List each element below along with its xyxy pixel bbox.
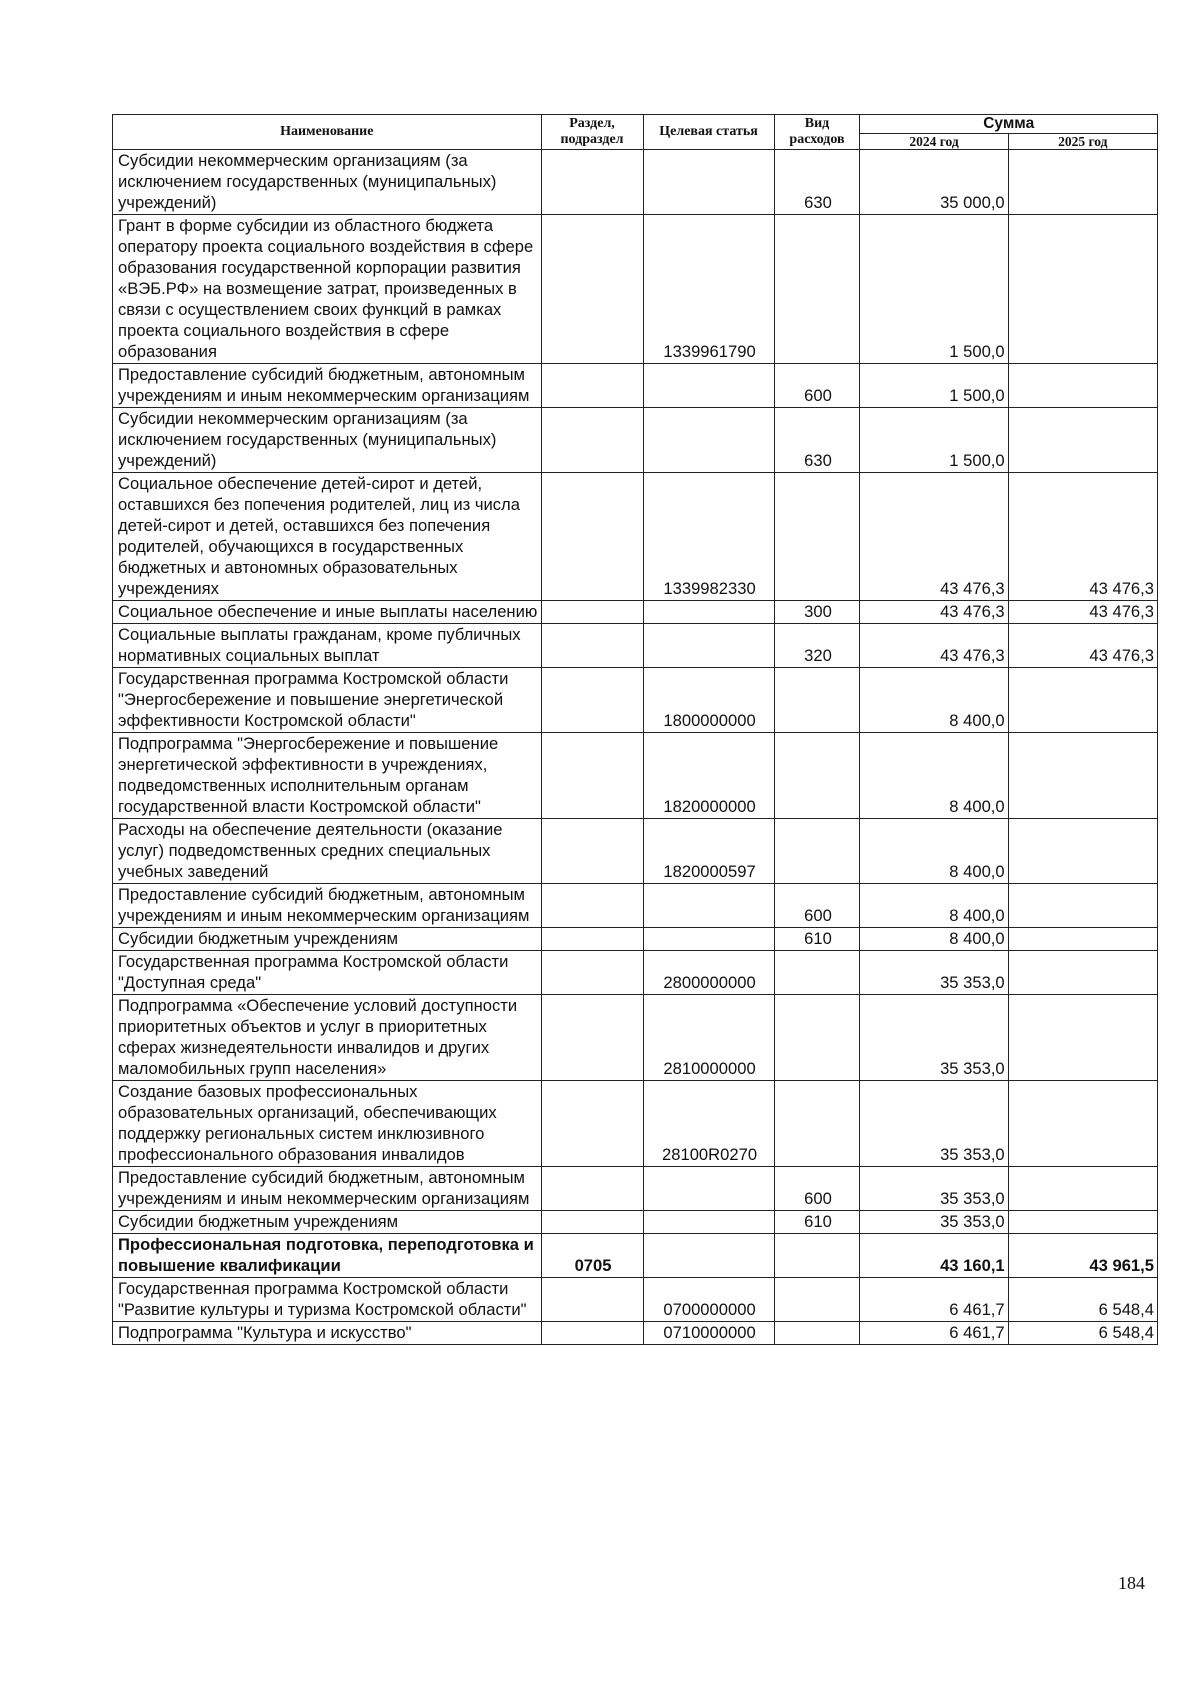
cell-section	[541, 1322, 643, 1345]
table-row	[113, 408, 1158, 473]
cell-target: 1800000000	[643, 668, 774, 733]
budget-table	[112, 114, 1158, 1345]
cell-target	[643, 1167, 774, 1211]
cell-section	[541, 884, 643, 928]
table-row	[113, 733, 1158, 819]
table-row	[113, 1278, 1158, 1322]
table-body	[113, 150, 1158, 1345]
cell-name: Создание базовых профессиональных образовательных организаций, обеспечивающих поддержку региональных систем инклюзивного профессионального образования инвалидов	[113, 1081, 542, 1167]
cell-name: Социальное обеспечение и иные выплаты населению	[113, 601, 542, 624]
cell-name: Государственная программа Костромской области "Энергосбережение и повышение энергетической эффективности Костромской области"	[113, 668, 542, 733]
cell-target	[643, 601, 774, 624]
cell-sum-2025	[1008, 951, 1157, 995]
cell-section	[541, 995, 643, 1081]
cell-section	[541, 1167, 643, 1211]
cell-name: Предоставление субсидий бюджетным, автономным учреждениям и иным некоммерческим организациям	[113, 1167, 542, 1211]
cell-section	[541, 928, 643, 951]
table-row	[113, 884, 1158, 928]
header-sum: Сумма	[860, 115, 1158, 134]
cell-target	[643, 364, 774, 408]
cell-sum-2024: 35 353,0	[860, 1211, 1008, 1234]
cell-name: Предоставление субсидий бюджетным, автономным учреждениям и иным некоммерческим организациям	[113, 364, 542, 408]
header-section: Раздел, подраздел	[541, 115, 643, 150]
cell-name: Субсидии некоммерческим организациям (за исключением государственных (муниципальных) учреждений)	[113, 150, 542, 215]
table-row	[113, 601, 1158, 624]
cell-sum-2024: 8 400,0	[860, 733, 1008, 819]
cell-sum-2025	[1008, 215, 1157, 364]
cell-sum-2025	[1008, 1081, 1157, 1167]
cell-target	[643, 1234, 774, 1278]
cell-sum-2024: 1 500,0	[860, 215, 1008, 364]
cell-kind: 600	[774, 1167, 860, 1211]
header-name: Наименование	[113, 115, 542, 150]
cell-target: 28100R0270	[643, 1081, 774, 1167]
table-header	[113, 115, 1158, 150]
cell-name: Субсидии некоммерческим организациям (за исключением государственных (муниципальных) учреждений)	[113, 408, 542, 473]
cell-kind: 600	[774, 884, 860, 928]
cell-kind	[774, 995, 860, 1081]
cell-target: 1820000000	[643, 733, 774, 819]
cell-sum-2025	[1008, 150, 1157, 215]
table-row	[113, 995, 1158, 1081]
cell-sum-2025: 6 548,4	[1008, 1278, 1157, 1322]
cell-target: 0710000000	[643, 1322, 774, 1345]
cell-target	[643, 1211, 774, 1234]
cell-kind	[774, 1234, 860, 1278]
table-row	[113, 215, 1158, 364]
header-year-2025: 2025 год	[1008, 133, 1157, 149]
cell-kind	[774, 1278, 860, 1322]
cell-sum-2025	[1008, 819, 1157, 884]
cell-sum-2024: 43 476,3	[860, 624, 1008, 668]
cell-sum-2025	[1008, 733, 1157, 819]
cell-name: Подпрограмма «Обеспечение условий доступности приоритетных объектов и услуг в приоритетных сферах жизнедеятельности инвалидов и других маломобильных групп населения»	[113, 995, 542, 1081]
cell-section	[541, 1211, 643, 1234]
table-row	[113, 624, 1158, 668]
cell-kind: 610	[774, 928, 860, 951]
cell-section	[541, 1081, 643, 1167]
cell-name: Государственная программа Костромской области "Развитие культуры и туризма Костромской области"	[113, 1278, 542, 1322]
cell-target: 2810000000	[643, 995, 774, 1081]
cell-sum-2024: 1 500,0	[860, 408, 1008, 473]
cell-sum-2024: 35 000,0	[860, 150, 1008, 215]
table-row	[113, 1234, 1158, 1278]
cell-sum-2025: 6 548,4	[1008, 1322, 1157, 1345]
cell-sum-2024: 6 461,7	[860, 1322, 1008, 1345]
cell-sum-2024: 35 353,0	[860, 995, 1008, 1081]
cell-section	[541, 408, 643, 473]
cell-section	[541, 733, 643, 819]
cell-sum-2024: 35 353,0	[860, 1081, 1008, 1167]
cell-sum-2024: 1 500,0	[860, 364, 1008, 408]
cell-kind	[774, 951, 860, 995]
cell-sum-2024: 8 400,0	[860, 884, 1008, 928]
cell-name: Расходы на обеспечение деятельности (оказание услуг) подведомственных средних специальных учебных заведений	[113, 819, 542, 884]
cell-name: Подпрограмма "Культура и искусство"	[113, 1322, 542, 1345]
cell-kind	[774, 473, 860, 601]
cell-target: 0700000000	[643, 1278, 774, 1322]
cell-target	[643, 928, 774, 951]
cell-sum-2024: 35 353,0	[860, 951, 1008, 995]
cell-kind	[774, 733, 860, 819]
cell-sum-2025: 43 476,3	[1008, 624, 1157, 668]
cell-section	[541, 364, 643, 408]
header-year-2024: 2024 год	[860, 133, 1008, 149]
page-number: 184	[1118, 1573, 1145, 1593]
table-row	[113, 150, 1158, 215]
cell-target	[643, 884, 774, 928]
cell-sum-2025: 43 961,5	[1008, 1234, 1157, 1278]
cell-sum-2025	[1008, 668, 1157, 733]
cell-target: 1339982330	[643, 473, 774, 601]
cell-sum-2025	[1008, 408, 1157, 473]
cell-name: Субсидии бюджетным учреждениям	[113, 928, 542, 951]
cell-sum-2025	[1008, 364, 1157, 408]
cell-kind	[774, 1081, 860, 1167]
cell-kind	[774, 1322, 860, 1345]
cell-name: Профессиональная подготовка, переподготовка и повышение квалификации	[113, 1234, 542, 1278]
cell-section	[541, 668, 643, 733]
cell-section	[541, 473, 643, 601]
cell-sum-2025	[1008, 884, 1157, 928]
cell-target: 2800000000	[643, 951, 774, 995]
cell-sum-2024: 6 461,7	[860, 1278, 1008, 1322]
cell-sum-2024: 35 353,0	[860, 1167, 1008, 1211]
cell-kind: 610	[774, 1211, 860, 1234]
cell-section	[541, 150, 643, 215]
cell-section	[541, 215, 643, 364]
cell-kind	[774, 819, 860, 884]
table-row	[113, 364, 1158, 408]
header-kind: Вид расходов	[774, 115, 860, 150]
cell-target	[643, 408, 774, 473]
header-target: Целевая статья	[643, 115, 774, 150]
cell-name: Государственная программа Костромской области "Доступная среда"	[113, 951, 542, 995]
cell-sum-2025	[1008, 1167, 1157, 1211]
cell-kind: 600	[774, 364, 860, 408]
cell-target: 1820000597	[643, 819, 774, 884]
cell-sum-2025	[1008, 995, 1157, 1081]
cell-kind: 630	[774, 150, 860, 215]
table-row	[113, 928, 1158, 951]
table-row	[113, 951, 1158, 995]
table-row	[113, 1322, 1158, 1345]
cell-sum-2024: 43 476,3	[860, 601, 1008, 624]
cell-target: 1339961790	[643, 215, 774, 364]
cell-sum-2024: 43 476,3	[860, 473, 1008, 601]
table-row	[113, 668, 1158, 733]
cell-section	[541, 819, 643, 884]
table-row	[113, 819, 1158, 884]
cell-section	[541, 601, 643, 624]
table-row	[113, 1167, 1158, 1211]
table-row	[113, 473, 1158, 601]
cell-sum-2025: 43 476,3	[1008, 601, 1157, 624]
cell-sum-2025	[1008, 928, 1157, 951]
cell-sum-2024: 43 160,1	[860, 1234, 1008, 1278]
cell-sum-2025	[1008, 1211, 1157, 1234]
cell-sum-2024: 8 400,0	[860, 668, 1008, 733]
cell-target	[643, 150, 774, 215]
cell-section	[541, 1278, 643, 1322]
cell-sum-2025: 43 476,3	[1008, 473, 1157, 601]
cell-kind: 630	[774, 408, 860, 473]
cell-section	[541, 624, 643, 668]
cell-name: Социальное обеспечение детей-сирот и детей, оставшихся без попечения родителей, лиц из числа детей-сирот и детей, оставшихся без попечения родителей, обучающихся в государственных бюджетных и автономных образовательных учреждениях	[113, 473, 542, 601]
table-row	[113, 1081, 1158, 1167]
cell-name: Подпрограмма "Энергосбережение и повышение энергетической эффективности в учреждениях, подведомственных исполнительным органам государственной власти Костромской области"	[113, 733, 542, 819]
cell-name: Субсидии бюджетным учреждениям	[113, 1211, 542, 1234]
cell-sum-2024: 8 400,0	[860, 819, 1008, 884]
cell-section: 0705	[541, 1234, 643, 1278]
cell-kind	[774, 215, 860, 364]
cell-kind: 300	[774, 601, 860, 624]
cell-kind: 320	[774, 624, 860, 668]
cell-name: Социальные выплаты гражданам, кроме публичных нормативных социальных выплат	[113, 624, 542, 668]
cell-name: Предоставление субсидий бюджетным, автономным учреждениям и иным некоммерческим организациям	[113, 884, 542, 928]
cell-sum-2024: 8 400,0	[860, 928, 1008, 951]
cell-name: Грант в форме субсидии из областного бюджета оператору проекта социального воздействия в сфере образования государственной корпорации развития «ВЭБ.РФ» на возмещение затрат, произведенных в связи с осуществлением своих функций в рамках проекта социального воздействия в сфере образования	[113, 215, 542, 364]
cell-section	[541, 951, 643, 995]
cell-kind	[774, 668, 860, 733]
table-row	[113, 1211, 1158, 1234]
cell-target	[643, 624, 774, 668]
